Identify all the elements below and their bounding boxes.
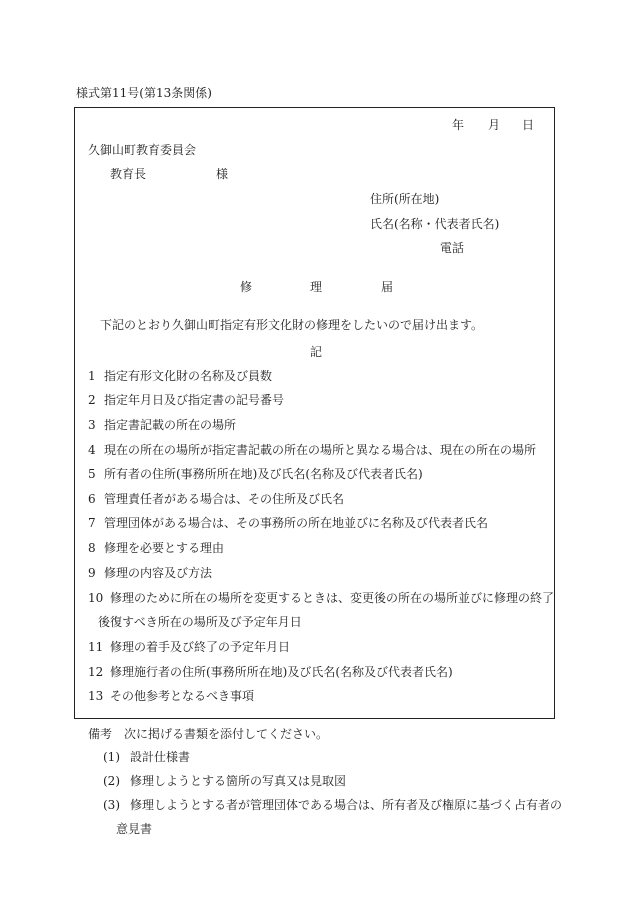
item-num: 11 bbox=[88, 640, 104, 654]
item-text: 修理を必要とする理由 bbox=[104, 541, 225, 555]
item-num: 9 bbox=[88, 566, 96, 580]
item-text: 修理の内容及び方法 bbox=[104, 566, 213, 580]
title-char-1: 修 bbox=[240, 280, 253, 294]
item-text: 指定有形文化財の名称及び員数 bbox=[104, 369, 273, 383]
item-num: 12 bbox=[88, 665, 104, 679]
item-num: 1 bbox=[88, 369, 96, 383]
remarks-item-text: 修理しようとする箇所の写真又は見取図 bbox=[130, 774, 347, 788]
item-text: 現在の所在の場所が指定書記載の所在の場所と異なる場合は、現在の所在の場所 bbox=[104, 443, 537, 457]
title-char-2: 理 bbox=[310, 280, 323, 294]
item-text: 修理のために所在の場所を変更するときは、変更後の所在の場所並びに修理の終了 bbox=[110, 591, 555, 605]
item-text: 管理責任者がある場合は、その住所及び氏名 bbox=[104, 492, 345, 506]
item-text-continued: 後復すべき所在の場所及び予定年月日 bbox=[98, 615, 302, 629]
item-num: 13 bbox=[88, 689, 104, 703]
remarks-label: 備考 bbox=[88, 727, 113, 741]
addressee-title: 教育長 bbox=[110, 167, 147, 181]
date-year: 年 bbox=[452, 118, 465, 132]
title-char-3: 届 bbox=[381, 280, 394, 294]
remarks-text: 次に掲げる書類を添付してください。 bbox=[124, 727, 329, 741]
date-day: 日 bbox=[522, 118, 535, 132]
date-month: 月 bbox=[488, 118, 501, 132]
item-num: 3 bbox=[88, 418, 96, 432]
item-text: 修理の着手及び終了の予定年月日 bbox=[110, 640, 291, 654]
item-text: 所有者の住所(事務所所在地)及び氏名(名称及び代表者氏名) bbox=[104, 467, 423, 481]
item-text: 指定書記載の所在の場所 bbox=[104, 418, 237, 432]
item-num: 10 bbox=[88, 591, 104, 605]
item-num: 7 bbox=[88, 516, 96, 530]
item-num: 4 bbox=[88, 443, 96, 457]
ki-heading: 記 bbox=[310, 345, 323, 359]
form-number: 様式第11号(第13条関係) bbox=[76, 86, 212, 100]
applicant-phone-label: 電話 bbox=[440, 241, 465, 255]
item-text: 修理施行者の住所(事務所所在地)及び氏名(名称及び代表者氏名) bbox=[110, 665, 453, 679]
item-num: 8 bbox=[88, 541, 96, 555]
addressee-org: 久御山町教育委員会 bbox=[88, 143, 197, 157]
item-num: 5 bbox=[88, 467, 96, 481]
applicant-name-label: 氏名(名称・代表者氏名) bbox=[370, 217, 500, 231]
item-text: 管理団体がある場合は、その事務所の所在地並びに名称及び代表者氏名 bbox=[104, 516, 489, 530]
addressee-honorific: 様 bbox=[216, 167, 229, 181]
remarks-item-text: 修理しようとする者が管理団体である場合は、所有者及び権原に基づく占有者の bbox=[130, 798, 563, 812]
remarks-item-num: (2) bbox=[103, 774, 120, 788]
intro-text: 下記のとおり久御山町指定有形文化財の修理をしたいので届け出ます。 bbox=[100, 318, 484, 332]
item-text: 指定年月日及び指定書の記号番号 bbox=[104, 393, 285, 407]
remarks-item-text-continued: 意見書 bbox=[116, 822, 153, 836]
remarks-item-num: (1) bbox=[103, 750, 120, 764]
item-num: 2 bbox=[88, 393, 96, 407]
applicant-address-label: 住所(所在地) bbox=[370, 192, 440, 206]
item-text: その他参考となるべき事項 bbox=[110, 689, 255, 703]
item-num: 6 bbox=[88, 492, 96, 506]
remarks-item-num: (3) bbox=[103, 798, 120, 812]
remarks-item-text: 設計仕様書 bbox=[130, 750, 191, 764]
